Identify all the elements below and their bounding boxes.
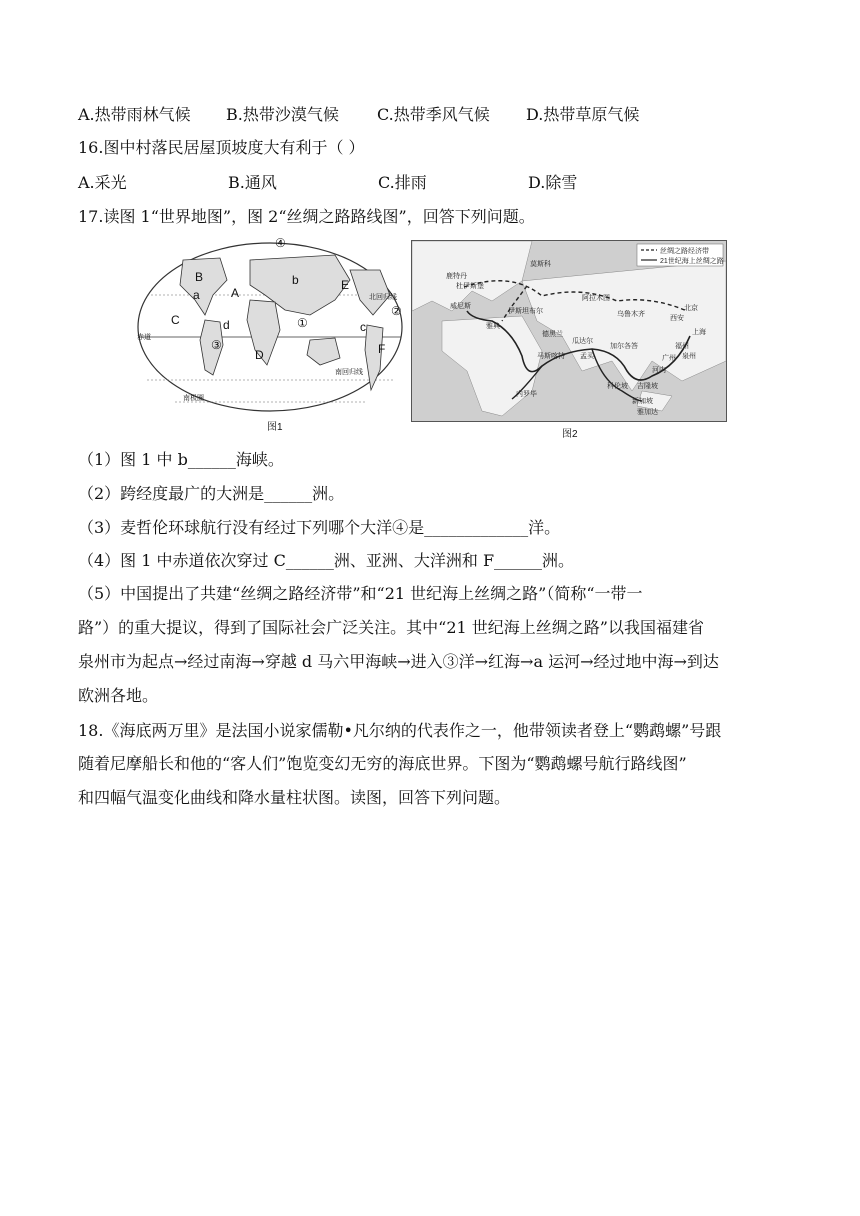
place-nairobi: 内罗毕: [516, 391, 537, 398]
place-muscat: 马斯喀特: [537, 353, 565, 360]
q18-line2: 随着尼摩船长和他的“客人们”饱览变幻无穷的海底世界。下图为“鹦鹉螺号航行路线图”: [78, 754, 687, 773]
map-label-E: E: [341, 278, 350, 292]
figure-1-world-map: [135, 236, 405, 433]
place-moscow: 莫斯科: [530, 261, 551, 268]
place-rotterdam: 鹿特丹: [446, 273, 467, 280]
map-label-ocean-2: ②: [391, 304, 402, 318]
q17-sub5-line2: 路”）的重大提议，得到了国际社会广泛关注。其中“21 世纪海上丝绸之路”以我国福建省: [78, 618, 704, 637]
map-label-d: d: [223, 318, 230, 332]
q17-sub5-line1: （5）中国提出了共建“丝绸之路经济带”和“21 世纪海上丝绸之路”（简称“一带一: [78, 584, 643, 603]
q17-sub5-line3: 泉州市为起点→经过南海→穿越 d 马六甲海峡→进入③洋→红海→a 运河→经过地中海→到达: [78, 652, 719, 671]
q16-option-b: B.通风: [228, 173, 277, 192]
figure-1-caption: 图1: [267, 422, 283, 433]
place-hanoi: 河内: [652, 367, 666, 374]
place-istanbul: 伊斯坦布尔: [508, 308, 543, 315]
map-label-antarctic-circle: 南极圈: [183, 395, 204, 402]
q17-sub1: （1）图 1 中 b______海峡。: [78, 450, 284, 469]
q16-options: [78, 172, 577, 194]
place-fuzhou: 福州: [675, 343, 689, 350]
figure-2-silk-road-map: [411, 240, 727, 422]
q17-sub5-line4: 欧洲各地。: [78, 686, 159, 705]
q16-option-c: C.排雨: [378, 173, 427, 192]
place-beijing: 北京: [684, 305, 698, 312]
map-label-D: D: [255, 348, 264, 362]
q15-option-d: D.热带草原气候: [526, 105, 640, 124]
q15-option-b: B.热带沙漠气候: [226, 105, 339, 124]
place-venice: 威尼斯: [450, 303, 471, 310]
place-kolkata: 加尔各答: [610, 343, 638, 350]
q16-stem: 16.图中村落民居屋顶坡度大有利于（ ）: [78, 138, 365, 157]
map-label-C: C: [171, 313, 180, 327]
q17-sub3: （3）麦哲伦环球航行没有经过下列哪个大洋④是_____________洋。: [78, 518, 561, 537]
place-shanghai: 上海: [692, 329, 706, 336]
q17-stem: 17.读图 1“世界地图”，图 2“丝绸之路路线图”，回答下列问题。: [78, 207, 535, 226]
place-mumbai: 孟买: [580, 353, 594, 360]
map-label-equator: 赤道: [137, 334, 151, 341]
place-urumqi: 乌鲁木齐: [617, 311, 645, 318]
map-label-tropic-south: 南回归线: [335, 369, 363, 376]
q15-option-a: A.热带雨林气候: [78, 105, 191, 124]
place-kuala-lumpur: 吉隆坡: [637, 383, 658, 390]
place-jakarta: 雅加达: [637, 409, 658, 416]
place-gwadar: 瓜达尔: [572, 338, 593, 345]
place-quanzhou: 泉州: [682, 353, 696, 360]
q17-sub4: （4）图 1 中赤道依次穿过 C______洲、亚洲、大洋洲和 F______洲。: [78, 551, 575, 570]
map-label-ocean-4: ④: [275, 236, 286, 250]
legend-maritime-road: 21世纪海上丝绸之路: [660, 258, 724, 265]
map-label-tropic-north: 北回归线: [369, 294, 397, 301]
q16-option-d: D.除雪: [528, 173, 578, 192]
place-tehran: 德黑兰: [542, 331, 563, 338]
q15-option-c: C.热带季风气候: [377, 105, 490, 124]
q15-options: [78, 104, 639, 126]
map-label-c: c: [360, 320, 366, 334]
legend-economic-belt: 丝绸之路经济带: [660, 248, 709, 255]
map-label-B: B: [195, 270, 204, 284]
place-duisburg: 杜伊斯堡: [456, 283, 484, 290]
map-label-a: a: [193, 288, 200, 302]
q17-sub2: （2）跨经度最广的大洲是______洲。: [78, 484, 345, 503]
silk-road-graphic: [412, 241, 726, 421]
map-label-ocean-3: ③: [211, 338, 222, 352]
q16-option-a: A.采光: [78, 173, 127, 192]
q18-line1: 18.《海底两万里》是法国小说家儒勒•凡尔纳的代表作之一，他带领读者登上“鹦鹉螺”号跟: [78, 721, 722, 740]
figure-2-caption: 图2: [562, 429, 578, 440]
q18-line3: 和四幅气温变化曲线和降水量柱状图。读图，回答下列问题。: [78, 788, 511, 807]
map-label-ocean-1: ①: [297, 316, 308, 330]
map-label-F: F: [378, 342, 386, 356]
place-athens: 雅典: [486, 323, 500, 330]
place-almaty: 阿拉木图: [582, 295, 610, 302]
place-colombo: 科伦坡: [607, 383, 628, 390]
map-label-A: A: [231, 286, 240, 300]
map-label-b: b: [292, 273, 299, 287]
place-singapore: 新加坡: [632, 398, 653, 405]
place-guangzhou: 广州: [662, 355, 676, 362]
place-xian: 西安: [670, 315, 684, 322]
